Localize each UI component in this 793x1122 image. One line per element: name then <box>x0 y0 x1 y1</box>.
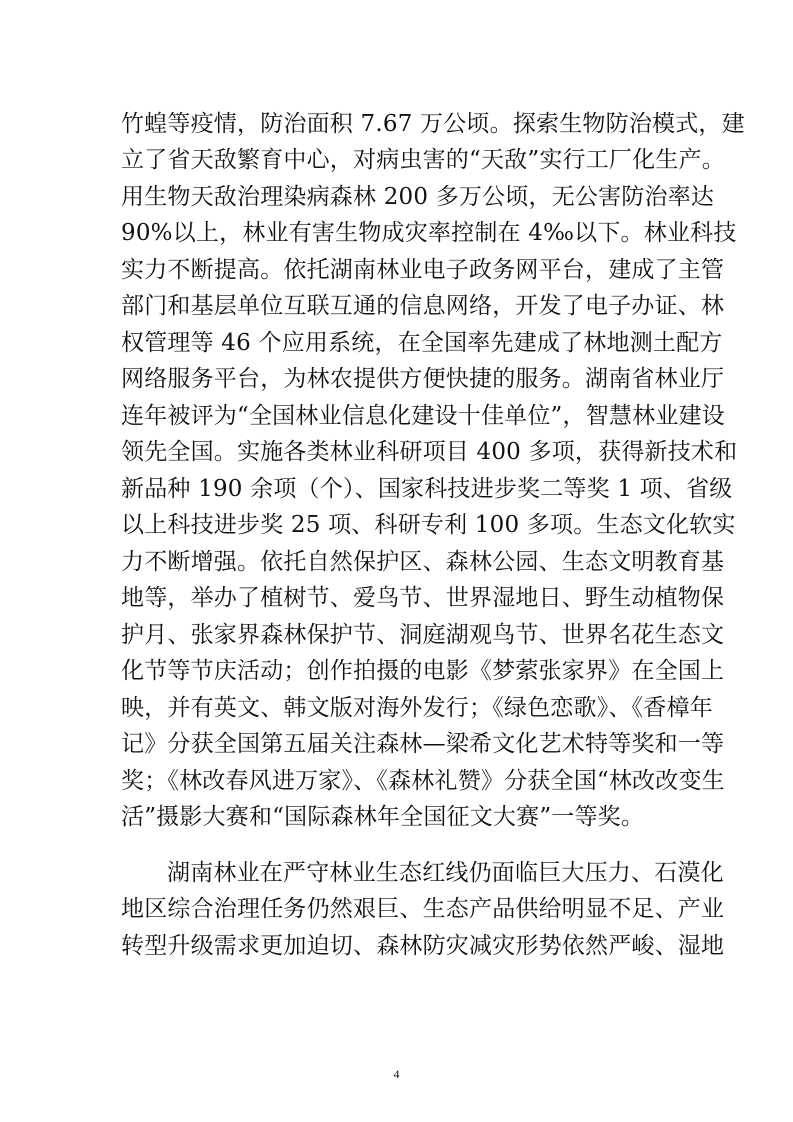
paragraph-1-line-12: 以上科技进步奖 25 项、科研专利 100 多项。生态文化软实 <box>121 512 736 538</box>
paragraph-1-line-9: 连年被评为“全国林业信息化建设十佳单位”，智慧林业建设 <box>121 403 725 429</box>
paragraph-2-line-3: 转型升级需求更加迫切、森林防灾减灾形势依然严峻、湿地 <box>121 933 725 959</box>
paragraph-2-line-1: 湖南林业在严守林业生态红线仍面临巨大压力、石漠化 <box>167 860 724 886</box>
paragraph-1-line-1: 竹蝗等疫情，防治面积 7.67 万公顷。探索生物防治模式，建 <box>121 111 745 137</box>
paragraph-1-line-2: 立了省天敌繁育中心，对病虫害的“天敌”实行工厂化生产。 <box>121 147 725 173</box>
paragraph-1-line-8: 网络服务平台，为林农提供方便快捷的服务。湖南省林业厅 <box>121 366 725 392</box>
paragraph-1-line-6: 部门和基层单位互联互通的信息网络，开发了电子办证、林 <box>121 293 725 319</box>
paragraph-1-line-3: 用生物天敌治理染病森林 200 多万公顷，无公害防治率达 <box>121 184 715 210</box>
paragraph-1-line-13: 力不断增强。依托自然保护区、森林公园、生态文明教育基 <box>121 549 725 575</box>
paragraph-1-line-15: 护月、张家界森林保护节、洞庭湖观鸟节、世界名花生态文 <box>121 622 725 648</box>
paragraph-1-line-5: 实力不断提高。依托湖南林业电子政务网平台，建成了主管 <box>121 257 725 283</box>
paragraph-1-line-17: 映，并有英文、韩文版对海外发行；《绿色恋歌》、《香樟年 <box>121 695 713 721</box>
paragraph-1-line-11: 新品种 190 余项（个）、国家科技进步奖二等奖 1 项、省级 <box>121 476 733 502</box>
paragraph-1-line-20: 活”摄影大赛和“国际森林年全国征文大赛”一等奖。 <box>121 804 645 830</box>
paragraph-1-line-18: 记》分获全国第五届关注森林—梁希文化艺术特等奖和一等 <box>121 731 725 757</box>
paragraph-1-line-10: 领先全国。实施各类林业科研项目 400 多项，获得新技术和 <box>121 439 738 465</box>
paragraph-1-line-4: 90%以上，林业有害生物成灾率控制在 4‰以下。林业科技 <box>121 220 737 246</box>
paragraph-1-line-7: 权管理等 46 个应用系统，在全国率先建成了林地测土配方 <box>121 330 723 356</box>
paragraph-2-line-2: 地区综合治理任务仍然艰巨、生态产品供给明显不足、产业 <box>121 896 725 922</box>
paragraph-1-line-19: 奖；《林改春风进万家》、《森林礼赞》分获全国“林改改变生 <box>121 768 725 794</box>
paragraph-1-line-14: 地等，举办了植树节、爱鸟节、世界湿地日、野生动植物保 <box>121 585 725 611</box>
paragraph-1-line-16: 化节等节庆活动；创作拍摄的电影《梦萦张家界》在全国上 <box>121 658 725 684</box>
page-number: 4 <box>393 1067 400 1081</box>
